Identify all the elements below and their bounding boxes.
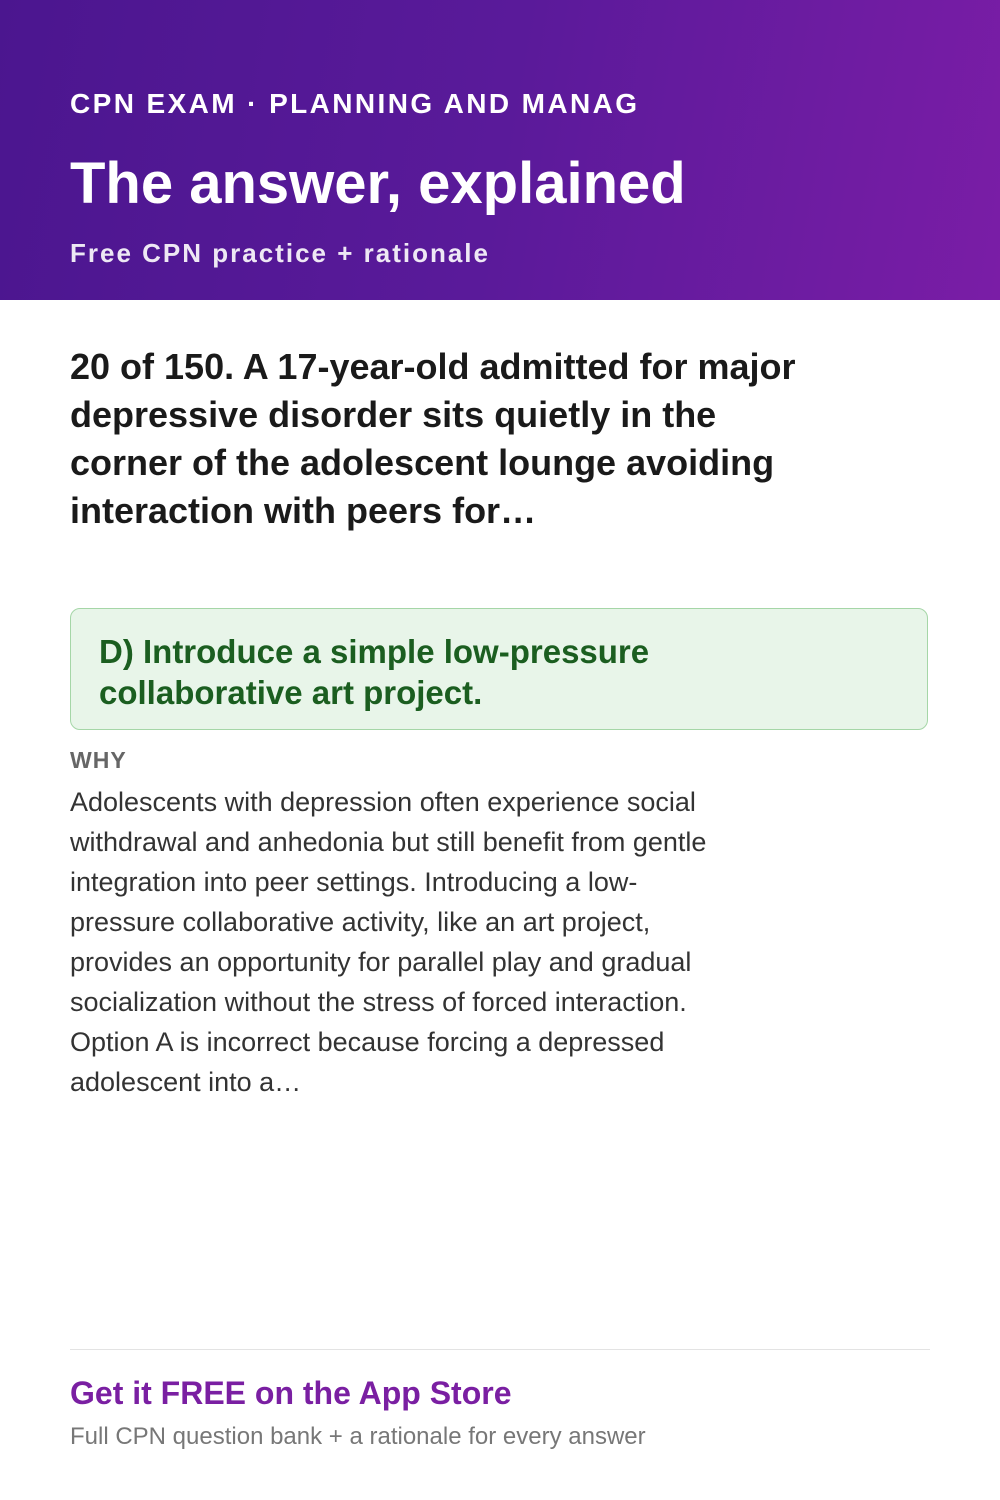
rationale-text: Adolescents with depression often experience social withdrawal and anhedonia but still benefit from gentle integration into peer settings. Introducing a low-pressure collaborative activity, like an art project, provides an opportunity for parallel play and gradual socialization without the stress of forced interaction. Option A is incorrect because forcing a depressed adolescent into a… [70,787,707,1097]
page-subtitle: Free CPN practice + rationale [70,238,490,268]
why-label: WHY [70,747,127,773]
exam-category-label: CPN EXAM · PLANNING AND MANAG [70,88,640,119]
question-text: 20 of 150. A 17-year-old admitted for major depressive disorder sits quietly in the corner of the adolescent lounge avoiding interaction with peers for… [70,346,796,531]
footer-divider [70,1349,930,1350]
page-title: The answer, explained [70,151,686,216]
app-store-link[interactable]: Get it FREE on the App Store [70,1375,512,1411]
correct-answer-card [70,608,928,730]
header-banner [0,0,1000,300]
correct-answer-text: D) Introduce a simple low-pressure collaborative art project. [99,633,650,711]
cta-description: Full CPN question bank + a rationale for every answer [70,1423,646,1450]
